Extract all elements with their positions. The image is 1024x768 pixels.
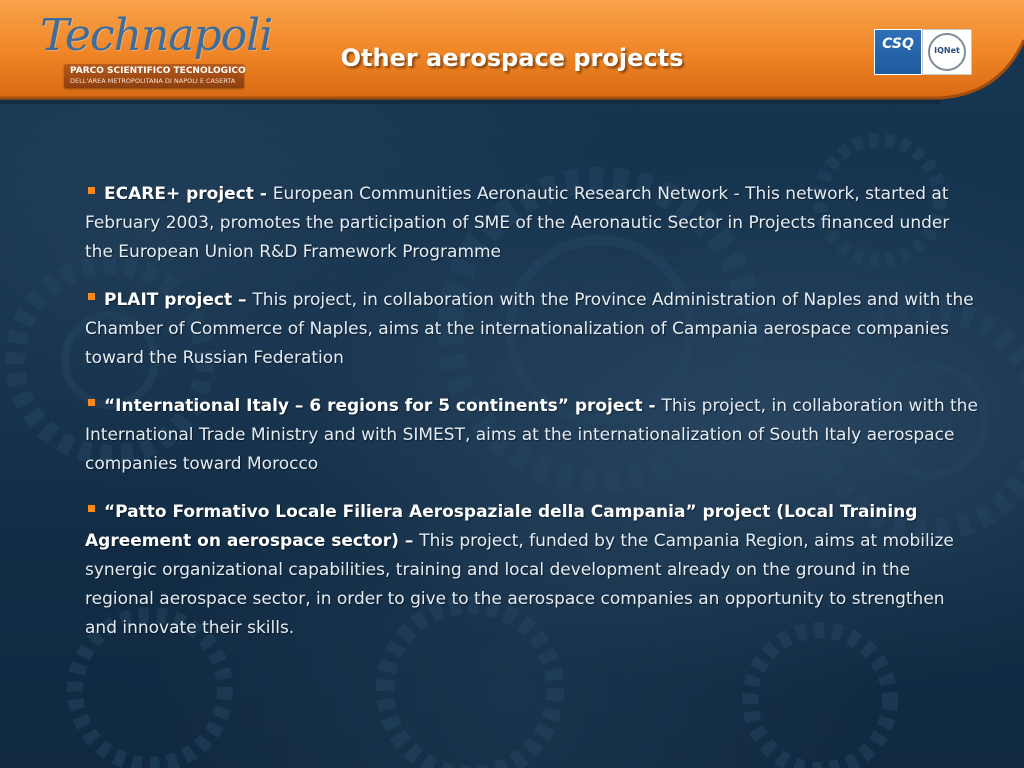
header-band xyxy=(0,0,1024,104)
bullet-square-icon xyxy=(88,505,95,512)
item-heading: ECARE+ project - xyxy=(104,184,273,204)
bullet-square-icon xyxy=(88,187,95,194)
certification-badges xyxy=(874,29,972,75)
logo-subtitle-small: DELL'AREA METROPOLITANA DI NAPOLI E CASERTA xyxy=(70,77,236,85)
logo-script-text: Technapoli xyxy=(40,10,273,61)
item-body: This project, in collaboration with the Province Administration of Naples and with the Chamber of Commerce of Naples, aims at the internationalization of Campania aerospace companies toward the Russian Federation xyxy=(85,290,974,368)
item-body: This project, funded by the Campania Region, aims at mobilize synergic organizational capabilities, training and local development already on the ground in the regional aerospace sector, in order to give to the aerospace companies an opportunity to strengthen and innovate their skills. xyxy=(85,531,954,638)
list-item-plait xyxy=(85,286,980,373)
bullet-square-icon xyxy=(88,399,95,406)
list-item-patto-formativo xyxy=(85,498,980,643)
logo-subtitle: PARCO SCIENTIFICO TECNOLOGICO xyxy=(70,66,246,76)
iqnet-label: IQNet xyxy=(934,46,960,55)
csq-label: CSQ xyxy=(882,36,914,52)
item-heading: “Patto Formativo Locale Filiera Aerospaziale della Campania” project (Local Training Agreement on aerospace sector) – xyxy=(85,502,918,551)
item-heading: PLAIT project – xyxy=(104,290,253,310)
list-item-international-italy xyxy=(85,392,980,479)
item-body: European Communities Aeronautic Research Network - This network, started at February 2003, promotes the participation of SME of the Aeronautic Sector in Projects financed under the European Union R&D Framework Programme xyxy=(85,184,950,262)
csq-badge xyxy=(874,29,922,75)
bullet-square-icon xyxy=(88,293,95,300)
item-heading: “International Italy – 6 regions for 5 continents” project - xyxy=(104,396,662,416)
iqnet-badge xyxy=(922,29,972,75)
bullet-list xyxy=(85,180,980,662)
list-item-ecare xyxy=(85,180,980,267)
item-body: This project, in collaboration with the International Trade Ministry and with SIMEST, aims at the internationalization of South Italy aerospace companies toward Morocco xyxy=(85,396,978,474)
page-title: Other aerospace projects xyxy=(340,44,684,72)
